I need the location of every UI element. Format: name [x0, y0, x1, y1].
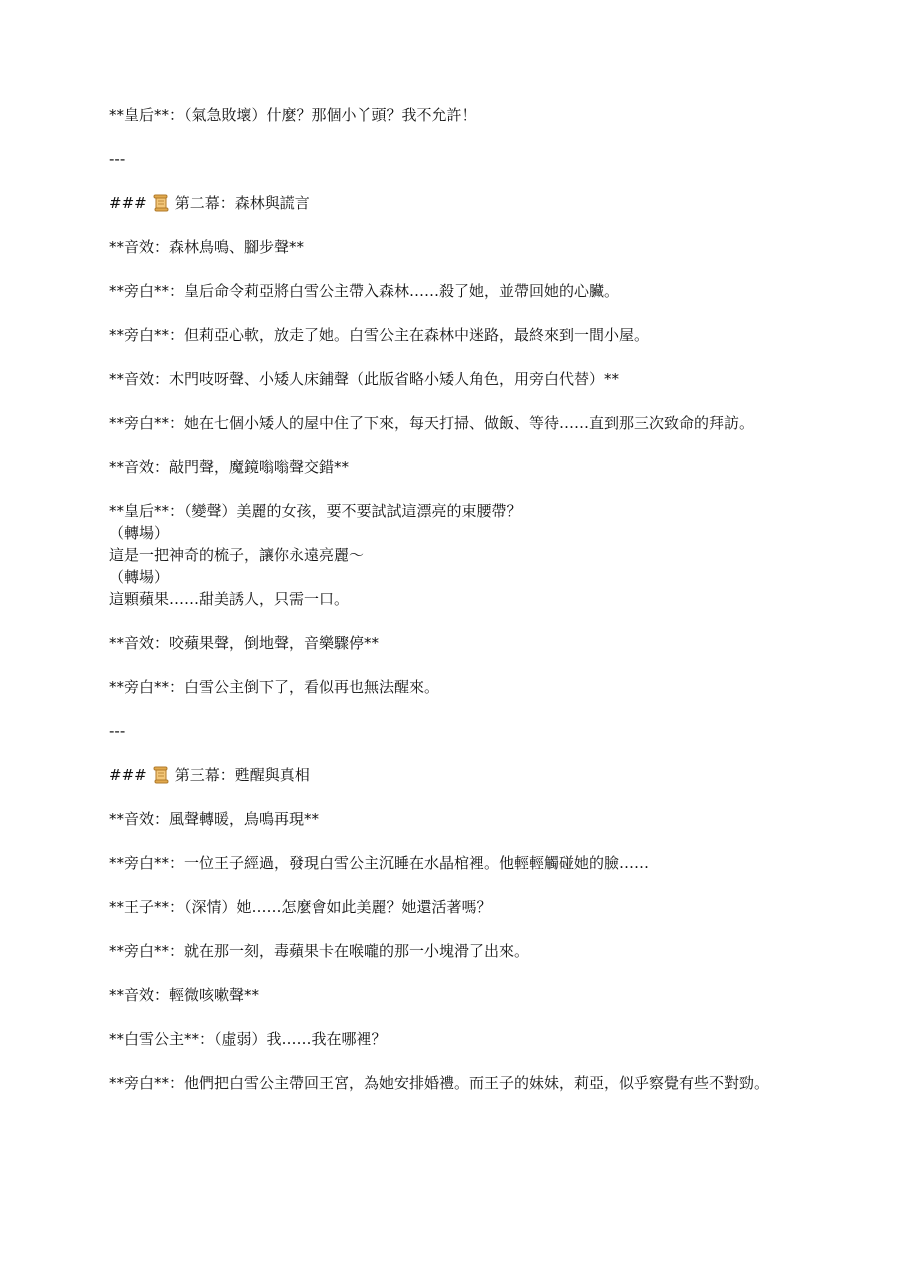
scroll-icon — [153, 766, 169, 784]
sound-effect-line: **音效：風聲轉暖，鳥鳴再現** — [109, 810, 320, 828]
narration-line: **旁白**：他們把白雪公主帶回王宮，為她安排婚禮。而王子的妹妹，莉亞，似乎察覺有些不對勁。 — [109, 1074, 770, 1092]
heading-text: 第三幕：甦醒與真相 — [174, 766, 310, 784]
sound-effect-line: **音效：敲門聲，魔鏡嗡嗡聲交錯** — [109, 458, 350, 476]
narration-line: **旁白**：一位王子經過，發現白雪公主沉睡在水晶棺裡。他輕輕觸碰她的臉…… — [109, 854, 650, 872]
narration-line: **旁白**：皇后命令莉亞將白雪公主帶入森林……殺了她，並帶回她的心臟。 — [109, 282, 620, 300]
dialogue-line: **王子**：（深情）她……怎麼會如此美麗？她還活著嗎？ — [109, 898, 492, 916]
scroll-icon — [153, 194, 169, 212]
sound-effect-line: **音效：森林鳥鳴、腳步聲** — [109, 238, 305, 256]
narration-line: **旁白**：但莉亞心軟，放走了她。白雪公主在森林中迷路，最終來到一間小屋。 — [109, 326, 650, 344]
sound-effect-line: **音效：木門吱呀聲、小矮人床鋪聲（此版省略小矮人角色，用旁白代替）** — [109, 370, 620, 388]
heading-marker: ### — [109, 194, 147, 212]
dialogue-line: **皇后**：（氣急敗壞）什麼？那個小丫頭？我不允許！ — [109, 106, 477, 124]
narration-line: **旁白**：她在七個小矮人的屋中住了下來，每天打掃、做飯、等待……直到那三次致命的拜訪。 — [109, 414, 755, 432]
dialogue-line: 這顆蘋果……甜美誘人，只需一口。 — [109, 590, 350, 608]
narration-line: **旁白**：就在那一刻，毒蘋果卡在喉嚨的那一小塊滑了出來。 — [109, 942, 530, 960]
sound-effect-line: **音效：咬蘋果聲，倒地聲，音樂驟停** — [109, 634, 380, 652]
stage-direction: （轉場） — [109, 524, 170, 542]
sound-effect-line: **音效：輕微咳嗽聲** — [109, 986, 260, 1004]
narration-line: **旁白**：白雪公主倒下了，看似再也無法醒來。 — [109, 678, 440, 696]
dialogue-line: 這是一把神奇的梳子，讓你永遠亮麗～ — [109, 546, 365, 564]
act-heading — [109, 764, 789, 786]
heading-text: 第二幕：森林與謊言 — [174, 194, 310, 212]
dialogue-line: **皇后**：（變聲）美麗的女孩，要不要試試這漂亮的束腰帶？ — [109, 502, 522, 520]
stage-direction: （轉場） — [109, 568, 170, 586]
heading-marker: ### — [109, 766, 147, 784]
horizontal-rule: --- — [109, 150, 126, 168]
dialogue-line: **白雪公主**：（虛弱）我……我在哪裡？ — [109, 1030, 387, 1048]
document-page — [109, 104, 789, 1116]
horizontal-rule: --- — [109, 722, 126, 740]
act-heading — [109, 192, 789, 214]
